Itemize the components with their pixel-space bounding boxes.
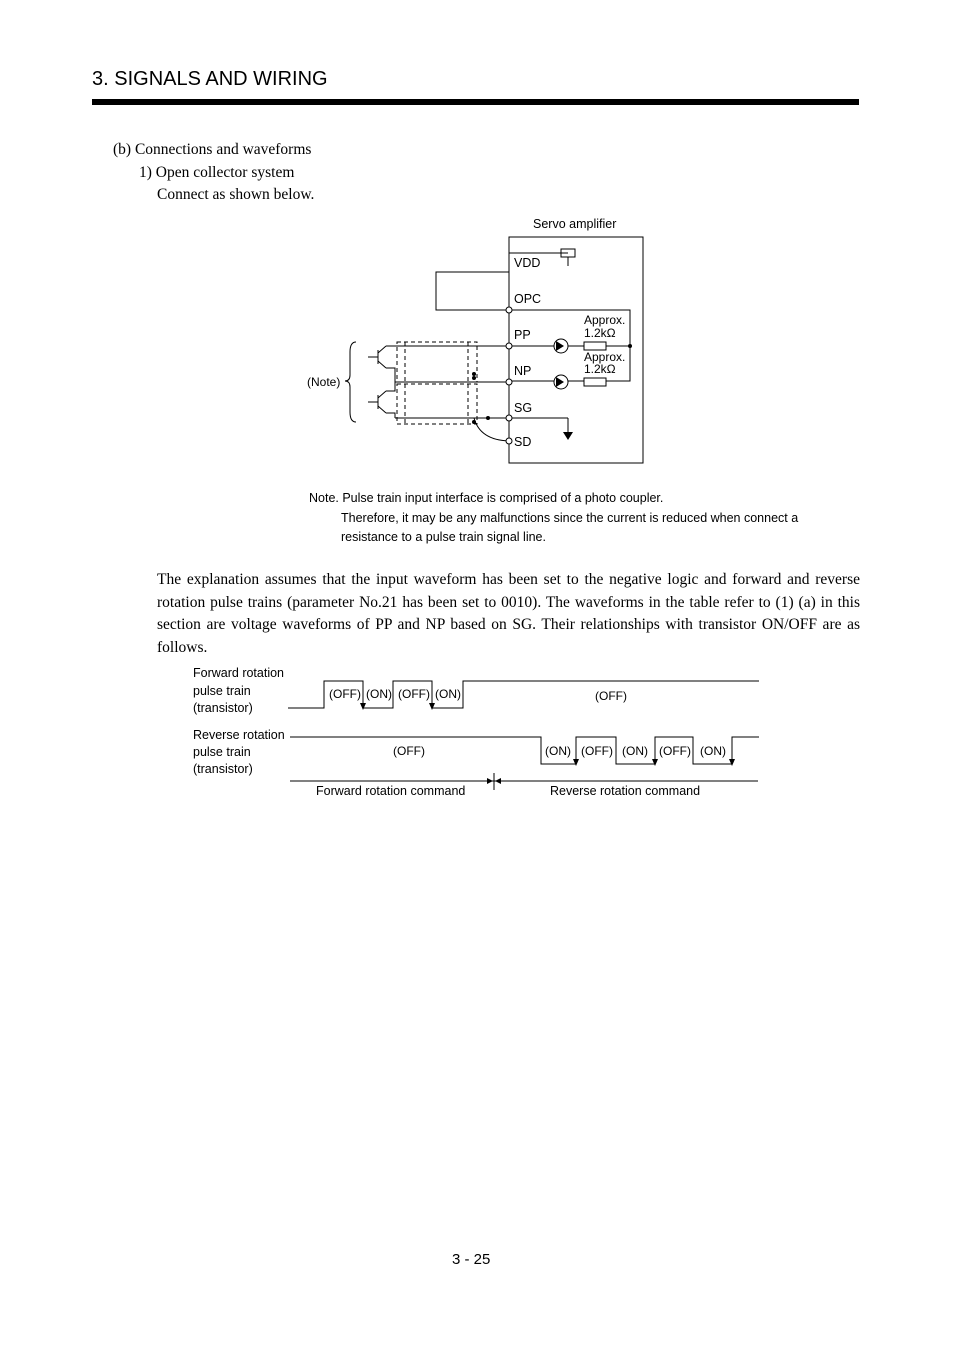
forward-state-4: (ON) <box>435 687 461 701</box>
connect-instruction: Connect as shown below. <box>157 186 315 203</box>
terminal-sd: SD <box>514 435 532 449</box>
note-line-3: resistance to a pulse train signal line. <box>341 530 546 544</box>
terminal-pp: PP <box>514 328 531 342</box>
servo-amplifier-title: Servo amplifier <box>533 217 617 231</box>
reverse-state-1: (OFF) <box>393 744 425 758</box>
forward-state-5: (OFF) <box>595 689 627 703</box>
terminal-sg: SG <box>514 401 533 415</box>
note-callout: (Note) <box>307 375 341 389</box>
reverse-state-6: (ON) <box>700 744 726 758</box>
terminal-np: NP <box>514 364 532 378</box>
resistor-np-label-1: Approx. <box>584 350 626 364</box>
note-line-2: Therefore, it may be any malfunctions since the current is reduced when connect a <box>341 511 799 525</box>
page-number: 3 - 25 <box>452 1251 491 1268</box>
forward-state-1: (OFF) <box>329 687 361 701</box>
forward-label-line2: pulse train <box>193 684 251 698</box>
terminal-opc: OPC <box>514 292 542 306</box>
explanation-paragraph: The explanation assumes that the input waveform has been set to the negative logic and forward and reverse rotation pulse trains (parameter No.21 has been set to 0010). The waveforms in the table refer to (1) (a) in this section are voltage waveforms of PP and NP based on SG. Their relationships with transistor ON/OFF are as follows. <box>157 571 860 656</box>
reverse-state-5: (OFF) <box>659 744 691 758</box>
reverse-label-line1: Reverse rotation <box>193 728 285 742</box>
resistor-np-label-2: 1.2kΩ <box>584 362 616 376</box>
reverse-state-4: (ON) <box>622 744 648 758</box>
forward-label-line3: (transistor) <box>193 701 253 715</box>
reverse-command-label: Reverse rotation command <box>550 784 701 798</box>
forward-state-3: (OFF) <box>398 687 430 701</box>
subsection-heading-1: 1) Open collector system <box>139 164 295 181</box>
forward-command-label: Forward rotation command <box>316 784 466 798</box>
terminal-vdd: VDD <box>514 256 541 270</box>
resistor-pp-label-2: 1.2kΩ <box>584 326 616 340</box>
note-line-1: Note. Pulse train input interface is comprised of a photo coupler. <box>309 491 664 505</box>
section-heading-b: (b) Connections and waveforms <box>113 141 312 158</box>
reverse-state-2: (ON) <box>545 744 571 758</box>
reverse-state-3: (OFF) <box>581 744 613 758</box>
reverse-label-line3: (transistor) <box>193 762 253 776</box>
reverse-label-line2: pulse train <box>193 745 251 759</box>
forward-label-line1: Forward rotation <box>193 666 285 680</box>
chapter-title: 3. SIGNALS AND WIRING <box>92 68 328 90</box>
resistor-pp-label-1: Approx. <box>584 313 626 327</box>
forward-state-2: (ON) <box>366 687 392 701</box>
